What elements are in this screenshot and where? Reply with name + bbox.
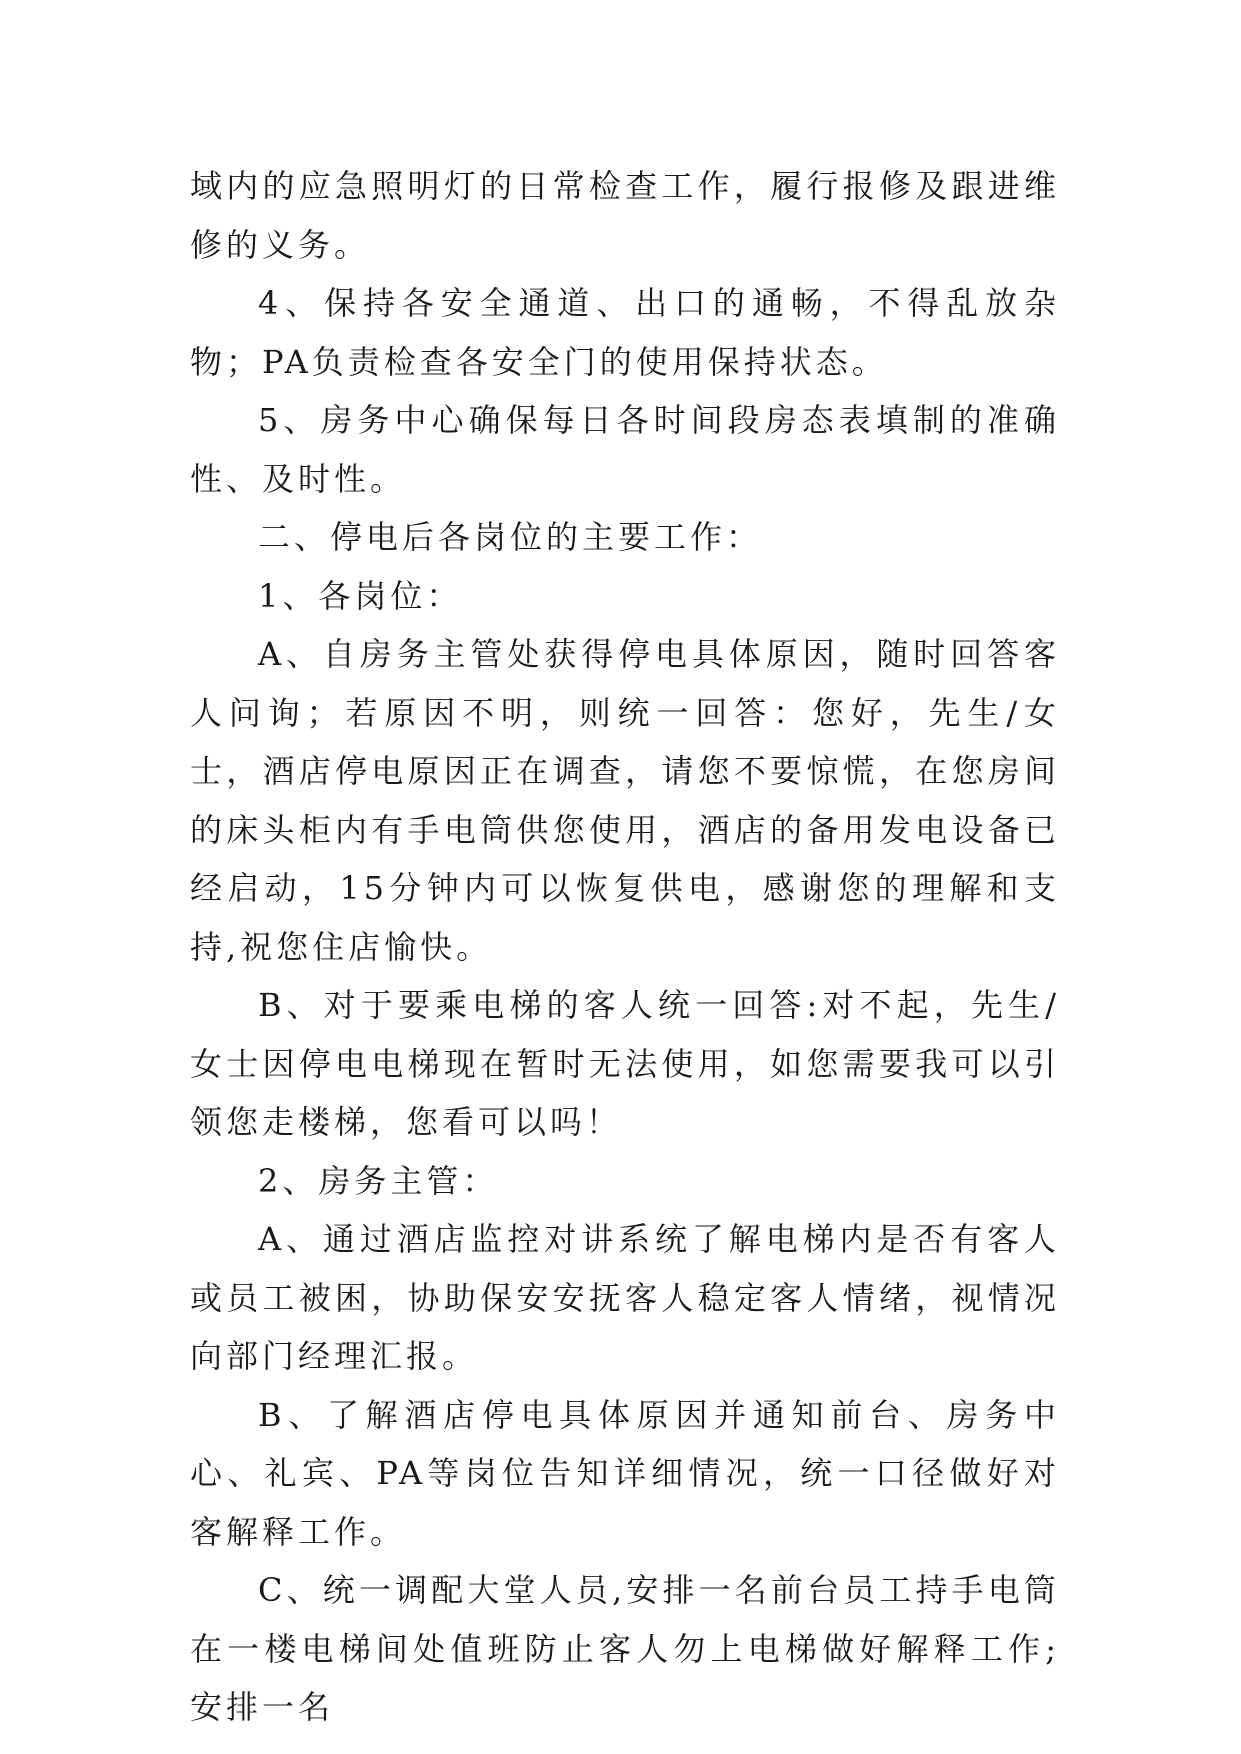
paragraph-11: C、统一调配大堂人员,安排一名前台员工持手电筒在一楼电梯间处值班防止客人勿上电梯做好解释工作;安排一名: [190, 1571, 1060, 1726]
paragraph-10: B、了解酒店停电具体原因并通知前台、房务中心、礼宾、PA等岗位告知详细情况，统一口径做好对客解释工作。: [190, 1395, 1060, 1551]
paragraph-3: 5、房务中心确保每日各时间段房态表填制的准确性、及时性。: [190, 401, 1060, 498]
section-heading: 二、停电后各岗位的主要工作：: [258, 518, 763, 556]
paragraph-9: A、通过酒店监控对讲系统了解电梯内是否有客人或员工被困，协助保安安抚客人稳定客人情绪，视情况向部门经理汇报。: [190, 1220, 1060, 1375]
paragraph-7: B、对于要乘电梯的客人统一回答:对不起，先生/女士因停电电梯现在暂时无法使用，如您需要我可以引领您走楼梯，您看可以吗！: [190, 986, 1060, 1141]
paragraph-6: A、自房务主管处获得停电具体原因，随时回答客人问询；若原因不明，则统一回答：您好，先生/女士，酒店停电原因正在调查，请您不要惊慌，在您房间的床头柜内有手电筒供您使用，酒店的备用发电设备已经启动，15分钟内可以恢复供电，感谢您的理解和支持,祝您住店愉快。: [190, 635, 1060, 966]
paragraph-1: 域内的应急照明灯的日常检查工作，履行报修及跟进维修的义务。: [190, 167, 1060, 264]
subheading-housekeeping-supervisor: 2、房务主管：: [258, 1161, 499, 1200]
document-body: [190, 157, 1060, 1737]
paragraph-2: 4、保持各安全通道、出口的通畅，不得乱放杂物；PA负责检查各安全门的使用保持状态。: [190, 284, 1060, 381]
subheading-all-positions: 1、各岗位：: [258, 576, 463, 615]
